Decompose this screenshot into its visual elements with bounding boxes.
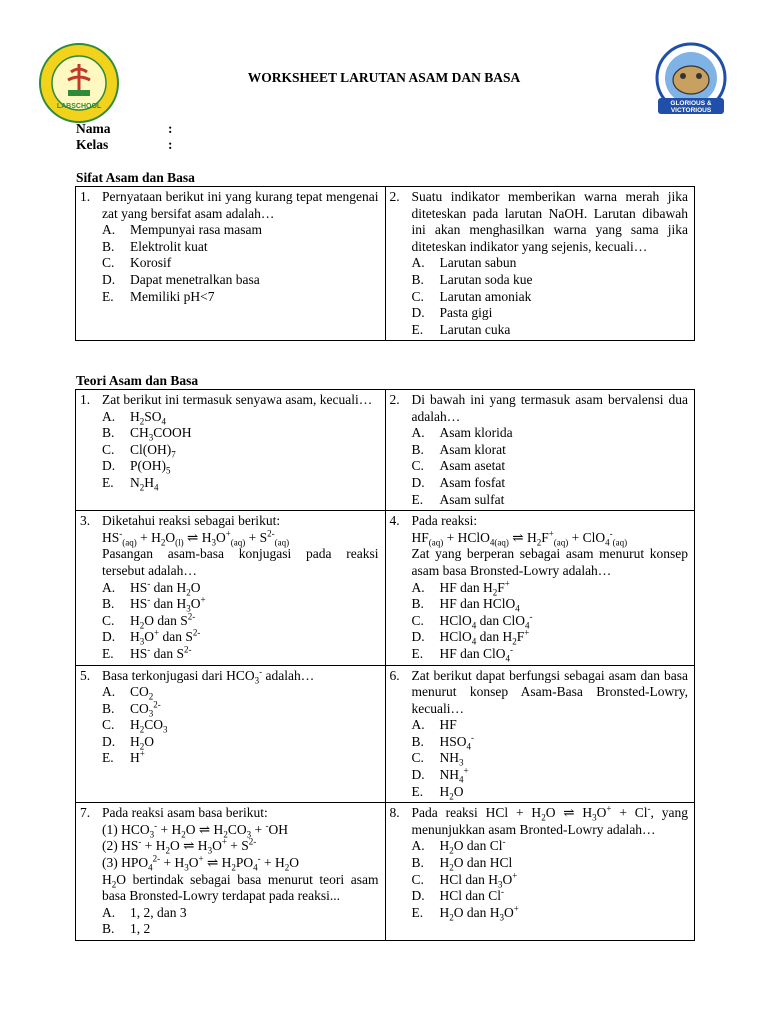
section-title-teori: Teori Asam dan Basa	[76, 373, 199, 388]
identity-block	[76, 121, 173, 153]
section-title-sifat: Sifat Asam dan Basa	[76, 170, 195, 185]
table-teori	[75, 389, 695, 941]
question-t6: 6. Zat berikut dapat berfungsi sebagai asam dan basa menurut konsep Asam-Basa Bronsted-Lowry, kecuali… A. HF B. $HSO_4^-$ C. $NH_3$ D. $NH_4^+$ E. $H_2O$	[385, 665, 695, 803]
question-t1: 1. Zat berikut ini termasuk senyawa asam, kecuali… A. $H_2SO_4$ B. $CH_3COOH$ C. $Cl(OH)_7$ D. $P(OH)_5$ E. $N_2H_4$	[76, 390, 386, 511]
class-label: Kelas	[76, 137, 109, 152]
question-t4: 4. Pada reaksi: $HF_{(aq)}$ + HClO$_{4(aq)}$ ⇌ $H_2F^+_{(aq)} + ClO_4^-_{(aq)}$ Zat yang berperan sebagai asam menurut konsep asam basa Bronsted-Lowry adalah… A. HF dan $H_2F^+$ B. HF dan HClO$_4$ C. HClO$_4$ dan ClO$_4$- D. HClO$_4$ dan $H_2F^+$ E. HF dan ClO$_4$-	[385, 511, 695, 665]
svg-text:GLORIOUS &: GLORIOUS &	[670, 100, 712, 107]
svg-text:LABSCHOOL: LABSCHOOL	[56, 103, 102, 110]
table-sifat	[75, 186, 695, 341]
svg-text:VICTORIOUS: VICTORIOUS	[670, 107, 712, 114]
question-t8: 8. Pada reaksi HCl + $H_2O$ ⇌ $H_3O^+ + Cl^-$, yang menunjukkan asam Bronted-Lowry adalah… A. $H_2O$ dan Cl- B. $H_2O$ dan HCl C. HCl dan $H_3O^+$ D. HCl dan Cl- E. $H_2O$ dan $H_3O^+$	[385, 803, 695, 941]
name-colon: :	[168, 121, 173, 136]
question-t7: 7. Pada reaksi asam basa berikut: (1) $HCO_3^- + H_2O$ ⇌ $H_2CO_3 + ^-OH$ (2) $HS^- + H_2O$ ⇌ $H_3O^+ + S^{2-}$ (3) $HPO_4^{2-} + H_3O^+$ ⇌ $H_2PO_4^- + H_2O$ $H_2O$ bertindak sebagai basa menurut teori asam basa Bronsted-Lowry terdapat pada reaksi... A. 1, 2, dan 3 B. 1, 2	[76, 803, 386, 941]
question-t5: 5. Basa terkonjugasi dari $HCO_3^-$ adalah… A. $CO_2$ B. $CO_3^{2-}$ C. $H_2CO_3$ D. $H_2O$ E. H+	[76, 665, 386, 803]
class-colon: :	[168, 137, 173, 152]
question-2: 2. Suatu indikator memberikan warna merah jika diteteskan pada larutan NaOH. Larutan dibawah ini akan menghasilkan warna yang sama jika diteteskan indikator yang sejenis, kecuali… A. Larutan sabun B. Larutan soda kue C. Larutan amoniak D. Pasta gigi E. Larutan cuka	[385, 187, 695, 341]
name-row	[76, 121, 173, 137]
name-label: Nama	[76, 121, 111, 136]
class-row	[76, 137, 173, 153]
question-1: 1. Pernyataan berikut ini yang kurang tepat mengenai zat yang bersifat asam adalah… A. Mempunyai rasa masam B. Elektrolit kuat C. Korosif D. Dapat menetralkan basa E. Memiliki pH<7	[76, 187, 386, 341]
question-t2: 2. Di bawah ini yang termasuk asam bervalensi dua adalah… A. Asam klorida B. Asam klorat C. Asam asetat D. Asam fosfat E. Asam sulfat	[385, 390, 695, 511]
question-t3: 3. Diketahui reaksi sebagai berikut: $HS^-_{(aq)} + H_2O_{(l)}$ ⇌ $H_3O^+_{(aq)} + S^{2-}_{(aq)}$ Pasangan asam-basa konjugasi pada reaksi tersebut adalah… A. HS- dan $H_2O$ B. HS- dan $H_3O^+$ C. $H_2O$ dan $S^{2-}$ D. $H_3O^+$ dan $S^{2-}$ E. HS- dan $S^{2-}$	[76, 511, 386, 665]
worksheet-title: WORKSHEET LARUTAN ASAM DAN BASA	[247, 70, 521, 85]
